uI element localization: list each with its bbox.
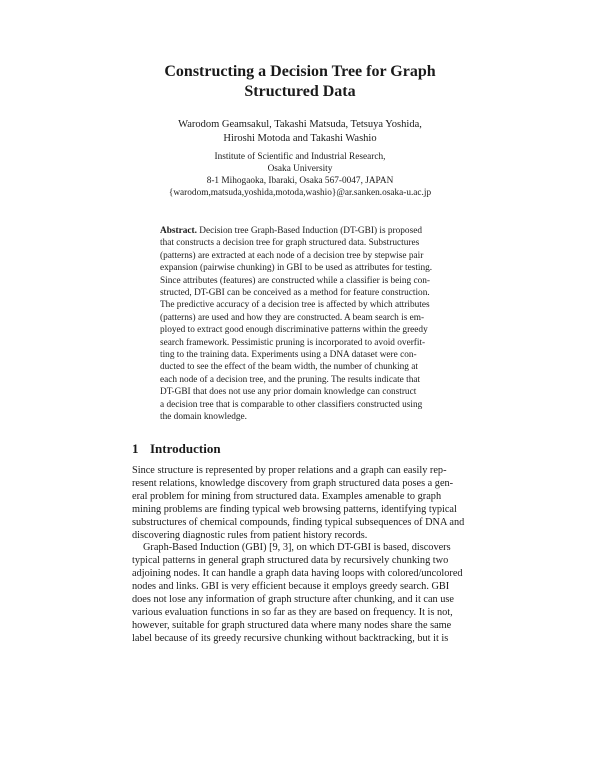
email-line: {warodom,matsuda,yoshida,motoda,washio}@ar.sanken.osaka-u.ac.jp [168, 188, 432, 198]
abstract-text: Decision tree Graph-Based Induction (DT-GBI) is proposed [199, 226, 422, 236]
affiliation-line: Institute of Scientific and Industrial Research, [214, 152, 386, 162]
paragraph-line: typical patterns in general graph structured data by recursively chunking two [132, 555, 449, 567]
affiliation-line: Osaka University [267, 164, 333, 174]
abstract-line [160, 225, 441, 237]
abstract-label: Abstract. [160, 226, 197, 236]
paragraph-line: resent relations, knowledge discovery from graph structured data poses a gen- [132, 477, 454, 489]
paragraph-line: substructures of chemical compounds, finding typical subsequences of DNA and [132, 516, 465, 528]
section-number: 1 [132, 441, 139, 456]
abstract-line: Since attributes (features) are constructed while a classifier is being con- [160, 275, 431, 286]
abstract-line: a decision tree that is comparable to other classifiers constructed using [160, 399, 423, 410]
abstract-line: ducted to see the effect of the beam width, the number of chunking at [160, 362, 418, 373]
abstract-line: expansion (pairwise chunking) in GBI to be used as attributes for testing. [160, 263, 433, 274]
paragraph-line: Since structure is represented by proper relations and a graph can easily rep- [132, 465, 447, 476]
abstract-line: that constructs a decision tree for graph structured data. Substructures [160, 238, 420, 249]
paragraph-line: discovering diagnostic rules from patient history records. [132, 529, 368, 541]
paragraph-line: does not lose any information of graph structure after chunking, and it can use [132, 594, 454, 606]
title-line: Structured Data [244, 83, 356, 100]
abstract [160, 225, 441, 424]
author-line: Hiroshi Motoda and Takashi Washio [223, 133, 377, 144]
paragraph-line: Graph-Based Induction (GBI) [9, 3], on which DT-GBI is based, discovers [143, 542, 451, 554]
abstract-line: (patterns) are used and how they are constructed. A beam search is em- [160, 312, 425, 323]
abstract-line: The predictive accuracy of a decision tree is affected by which attributes [160, 300, 430, 311]
abstract-line: structed, DT-GBI can be conceived as a method for feature construction. [160, 288, 430, 299]
abstract-line: DT-GBI that does not use any prior domain knowledge can construct [160, 387, 417, 398]
paragraph-line: however, suitable for graph structured data where many nodes share the same [132, 619, 452, 631]
body-text [132, 465, 471, 646]
title-line: Constructing a Decision Tree for Graph [164, 63, 436, 80]
author-line: Warodom Geamsakul, Takashi Matsuda, Tetsuya Yoshida, [178, 119, 422, 130]
paper-title [0, 62, 600, 102]
author-list [0, 118, 600, 146]
abstract-line: ployed to extract good enough discriminative patterns within the greedy [160, 325, 428, 336]
affiliation-line: 8-1 Mihogaoka, Ibaraki, Osaka 567-0047, JAPAN [206, 176, 394, 186]
paragraph-line: adjoining nodes. It can handle a graph data having loops with colored/uncolored [132, 568, 463, 580]
paragraph-line: eral problem for mining from structured data. Examples amenable to graph [132, 490, 442, 502]
section-heading [132, 441, 221, 457]
abstract-line: ting to the training data. Experiments using a DNA dataset were con- [160, 350, 417, 361]
abstract-line: search framework. Pessimistic pruning is incorporated to avoid overfit- [160, 337, 426, 348]
paragraph-line: nodes and links. GBI is very efficient because it employs greedy search. GBI [132, 581, 450, 593]
abstract-line: (patterns) are extracted at each node of a decision tree by stepwise pair [160, 250, 424, 261]
paragraph-line: mining problems are finding typical web browsing patterns, identifying typical [132, 503, 457, 515]
abstract-line: the domain knowledge. [160, 412, 248, 423]
section-title: Introduction [150, 441, 221, 456]
paragraph-line: various evaluation functions in so far as they are based on frequency. It is not, [132, 606, 453, 618]
paragraph-line: label because of its greedy recursive chunking without backtracking, but it is [132, 632, 449, 644]
affiliation [0, 151, 600, 199]
abstract-line: each node of a decision tree, and the pruning. The results indicate that [160, 374, 421, 385]
